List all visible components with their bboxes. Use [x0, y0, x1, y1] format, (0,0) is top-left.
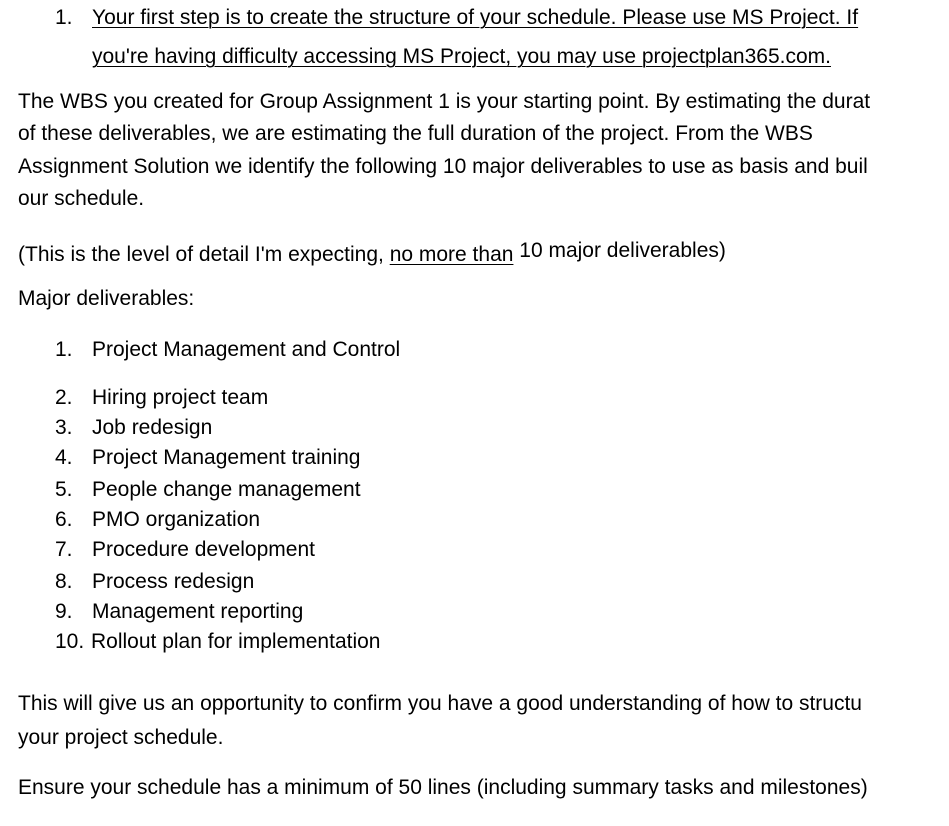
list-item-number: 3. — [55, 416, 73, 439]
list-item: Management reporting — [92, 600, 304, 623]
intro-item-line-1: Your first step is to create the structure of your schedule. Please use MS Project. If — [92, 6, 859, 29]
paragraph-3: Ensure your schedule has a minimum of 50 lines (including summary tasks and milestones) — [18, 776, 868, 799]
detail-note-suffix: 10 major deliverables) — [513, 239, 726, 262]
list-item: Project Management training — [92, 446, 361, 469]
intro-item-line-2: you're having difficulty accessing MS Project, you may use projectplan365.com. — [92, 45, 831, 68]
list-item: Job redesign — [92, 416, 213, 439]
paragraph-1-line-1: The WBS you created for Group Assignment 1 is your starting point. By estimating the durat — [18, 90, 871, 113]
list-item: Procedure development — [92, 538, 315, 561]
list-item-number: 8. — [55, 570, 73, 593]
detail-note — [18, 239, 726, 268]
detail-note-emphasis: no more than — [389, 243, 514, 266]
paragraph-1-line-4: our schedule. — [18, 187, 145, 210]
list-item-number: 9. — [55, 600, 73, 623]
list-item-number: 1. — [55, 338, 73, 361]
list-item-number: 10. — [55, 630, 85, 653]
list-item-number: 2. — [55, 386, 73, 409]
paragraph-2-line-1: This will give us an opportunity to confirm you have a good understanding of how to structu — [18, 692, 862, 715]
detail-note-prefix: (This is the level of detail I'm expecting, — [18, 243, 390, 266]
list-item: PMO organization — [92, 508, 261, 531]
list-item-number: 4. — [55, 446, 73, 469]
deliverables-heading: Major deliverables: — [18, 287, 195, 310]
list-item: Process redesign — [92, 570, 255, 593]
paragraph-2-line-2: your project schedule. — [18, 726, 224, 749]
paragraph-1-line-2: of these deliverables, we are estimating the full duration of the project. From the WBS — [18, 122, 813, 145]
intro-item-number: 1. — [55, 6, 73, 29]
list-item: Hiring project team — [92, 386, 269, 409]
list-item-number: 5. — [55, 478, 73, 501]
list-item-number: 6. — [55, 508, 73, 531]
list-item: Rollout plan for implementation — [91, 630, 381, 653]
list-item-number: 7. — [55, 538, 73, 561]
list-item: People change management — [92, 478, 361, 501]
paragraph-1-line-3: Assignment Solution we identify the following 10 major deliverables to use as basis and buil — [18, 155, 868, 178]
list-item: Project Management and Control — [92, 338, 401, 361]
